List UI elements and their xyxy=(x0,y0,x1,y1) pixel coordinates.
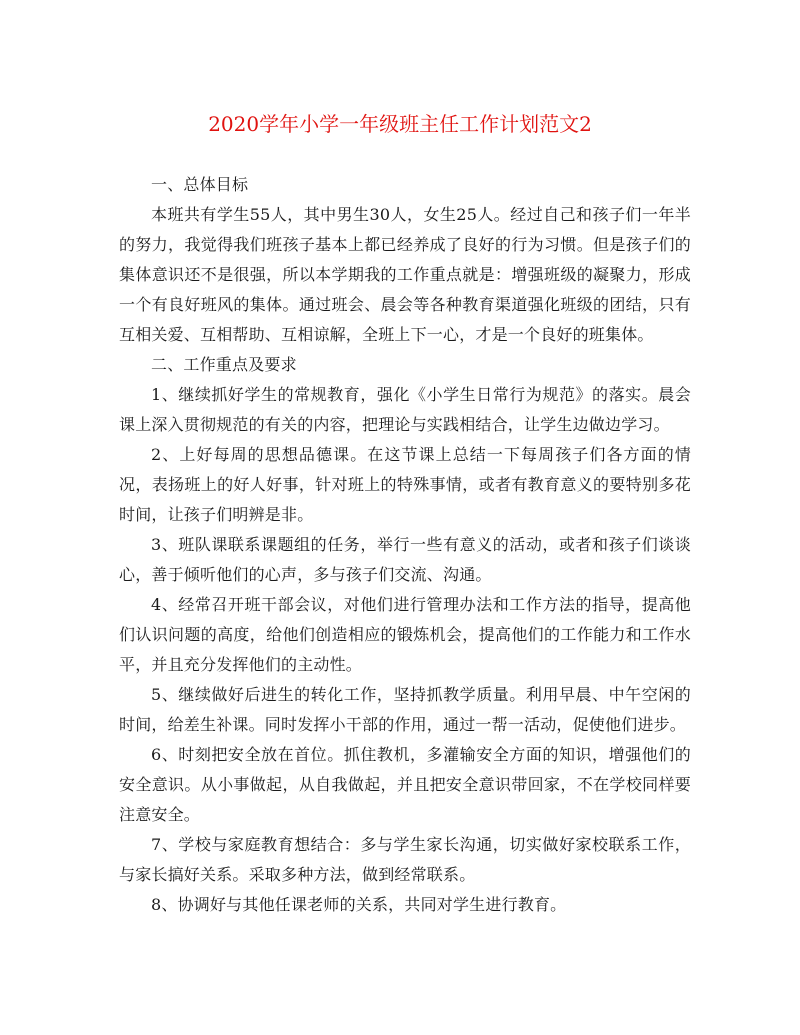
list-item-3: 3、班队课联系课题组的任务，举行一些有意义的活动，或者和孩子们谈谈心，善于倾听他们的心声，多与孩子们交流、沟通。 xyxy=(119,535,691,584)
section-heading-work-focus: 二、工作重点及要求 xyxy=(151,355,297,374)
list-item-8: 8、协调好与其他任课老师的关系，共同对学生进行教育。 xyxy=(151,895,567,914)
section-heading-overall-goal: 一、总体目标 xyxy=(151,175,249,194)
list-item-6: 6、时刻把安全放在首位。抓住教机，多灌输安全方面的知识，增强他们的安全意识。从小事做起，从自我做起，并且把安全意识带回家，不在学校同样要注意安全。 xyxy=(119,745,691,824)
list-item-1: 1、继续抓好学生的常规教育，强化《小学生日常行为规范》的落实。晨会课上深入贯彻规范的有关的内容，把理论与实践相结合，让学生边做边学习。 xyxy=(119,385,691,434)
paragraph-class-overview: 本班共有学生55人，其中男生30人，女生25人。经过自己和孩子们一年半的努力，我觉得我们班孩子基本上都已经养成了良好的行为习惯。但是孩子们的集体意识还不是很强，所以本学期我的工作重点就是：增强班级的凝聚力，形成一个有良好班风的集体。通过班会、晨会等各种教育渠道强化班级的团结，只有互相关爱、互相帮助、互相谅解，全班上下一心，才是一个良好的班集体。 xyxy=(119,205,691,344)
list-item-7: 7、学校与家庭教育想结合：多与学生家长沟通，切实做好家校联系工作，与家长搞好关系。采取多种方法，做到经常联系。 xyxy=(119,835,691,884)
list-item-2: 2、上好每周的思想品德课。在这节课上总结一下每周孩子们各方面的情况，表扬班上的好人好事，针对班上的特殊事情，或者有教育意义的要特别多花时间，让孩子们明辨是非。 xyxy=(119,445,691,524)
list-item-5: 5、继续做好后进生的转化工作，坚持抓教学质量。利用早晨、中午空闲的时间，给差生补课。同时发挥小干部的作用，通过一帮一活动，促使他们进步。 xyxy=(119,685,691,734)
list-item-4: 4、经常召开班干部会议，对他们进行管理办法和工作方法的指导，提高他们认识问题的高度，给他们创造相应的锻炼机会，提高他们的工作能力和工作水平，并且充分发挥他们的主动性。 xyxy=(119,595,691,674)
document-title: 2020学年小学一年级班主任工作计划范文2 xyxy=(208,112,592,136)
document-body xyxy=(119,170,691,920)
